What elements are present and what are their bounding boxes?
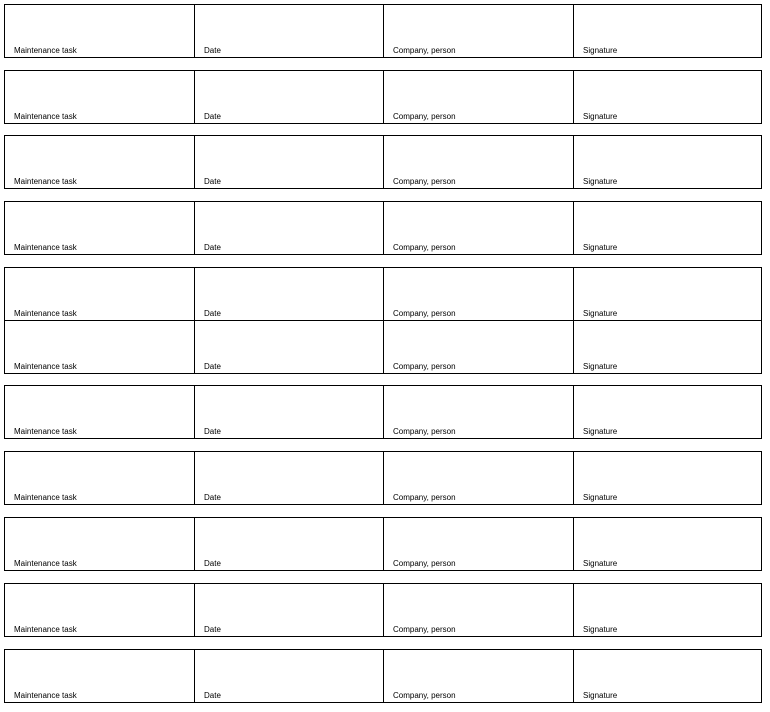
maintenance-task-field[interactable] <box>5 321 194 373</box>
date-label: Date <box>204 177 221 186</box>
signature-field[interactable] <box>573 136 761 188</box>
signature-label: Signature <box>583 625 618 634</box>
company-person-label: Company, person <box>393 362 456 371</box>
maintenance-task-label: Maintenance task <box>14 493 77 502</box>
signature-label: Signature <box>583 177 618 186</box>
maintenance-record-row <box>4 583 762 637</box>
maintenance-record-row <box>4 517 762 571</box>
company-person-field[interactable] <box>383 268 573 320</box>
signature-label: Signature <box>583 362 618 371</box>
date-label: Date <box>204 691 221 700</box>
maintenance-task-label: Maintenance task <box>14 46 77 55</box>
signature-field[interactable] <box>573 268 761 320</box>
maintenance-task-label: Maintenance task <box>14 243 77 252</box>
date-field[interactable] <box>194 268 383 320</box>
maintenance-task-label: Maintenance task <box>14 625 77 634</box>
maintenance-task-field[interactable] <box>5 518 194 570</box>
maintenance-task-field[interactable] <box>5 202 194 254</box>
maintenance-record-row <box>4 4 762 58</box>
date-label: Date <box>204 493 221 502</box>
maintenance-task-label: Maintenance task <box>14 309 77 318</box>
signature-field[interactable] <box>573 452 761 504</box>
company-person-field[interactable] <box>383 71 573 123</box>
company-person-field[interactable] <box>383 202 573 254</box>
company-person-field[interactable] <box>383 518 573 570</box>
maintenance-task-field[interactable] <box>5 136 194 188</box>
company-person-label: Company, person <box>393 46 456 55</box>
date-label: Date <box>204 559 221 568</box>
company-person-field[interactable] <box>383 321 573 373</box>
maintenance-task-label: Maintenance task <box>14 362 77 371</box>
maintenance-record-row <box>4 135 762 189</box>
signature-field[interactable] <box>573 386 761 438</box>
date-label: Date <box>204 427 221 436</box>
maintenance-task-label: Maintenance task <box>14 112 77 121</box>
date-field[interactable] <box>194 5 383 57</box>
company-person-field[interactable] <box>383 5 573 57</box>
company-person-field[interactable] <box>383 136 573 188</box>
date-field[interactable] <box>194 386 383 438</box>
date-label: Date <box>204 362 221 371</box>
signature-field[interactable] <box>573 202 761 254</box>
maintenance-record-row <box>4 201 762 255</box>
date-field[interactable] <box>194 71 383 123</box>
maintenance-task-field[interactable] <box>5 452 194 504</box>
company-person-label: Company, person <box>393 427 456 436</box>
signature-label: Signature <box>583 309 618 318</box>
maintenance-record-row <box>4 385 762 439</box>
date-label: Date <box>204 112 221 121</box>
signature-field[interactable] <box>573 584 761 636</box>
maintenance-task-field[interactable] <box>5 386 194 438</box>
maintenance-record-row <box>4 320 762 374</box>
signature-label: Signature <box>583 243 618 252</box>
date-field[interactable] <box>194 136 383 188</box>
date-field[interactable] <box>194 452 383 504</box>
maintenance-task-label: Maintenance task <box>14 559 77 568</box>
company-person-label: Company, person <box>393 112 456 121</box>
company-person-field[interactable] <box>383 650 573 702</box>
date-label: Date <box>204 46 221 55</box>
company-person-label: Company, person <box>393 559 456 568</box>
maintenance-record-row <box>4 70 762 124</box>
company-person-label: Company, person <box>393 177 456 186</box>
signature-label: Signature <box>583 427 618 436</box>
maintenance-task-field[interactable] <box>5 5 194 57</box>
company-person-label: Company, person <box>393 625 456 634</box>
signature-label: Signature <box>583 559 618 568</box>
signature-label: Signature <box>583 46 618 55</box>
company-person-label: Company, person <box>393 309 456 318</box>
signature-field[interactable] <box>573 650 761 702</box>
company-person-label: Company, person <box>393 243 456 252</box>
maintenance-record-row <box>4 267 762 321</box>
date-label: Date <box>204 309 221 318</box>
maintenance-record-row <box>4 649 762 703</box>
date-field[interactable] <box>194 202 383 254</box>
company-person-field[interactable] <box>383 452 573 504</box>
signature-label: Signature <box>583 493 618 502</box>
maintenance-task-field[interactable] <box>5 268 194 320</box>
maintenance-task-label: Maintenance task <box>14 177 77 186</box>
maintenance-task-label: Maintenance task <box>14 691 77 700</box>
date-label: Date <box>204 625 221 634</box>
date-field[interactable] <box>194 518 383 570</box>
date-field[interactable] <box>194 584 383 636</box>
maintenance-task-field[interactable] <box>5 584 194 636</box>
company-person-label: Company, person <box>393 493 456 502</box>
company-person-label: Company, person <box>393 691 456 700</box>
maintenance-record-row <box>4 451 762 505</box>
maintenance-task-field[interactable] <box>5 650 194 702</box>
signature-field[interactable] <box>573 5 761 57</box>
company-person-field[interactable] <box>383 386 573 438</box>
company-person-field[interactable] <box>383 584 573 636</box>
signature-field[interactable] <box>573 71 761 123</box>
signature-label: Signature <box>583 112 618 121</box>
date-field[interactable] <box>194 650 383 702</box>
maintenance-task-field[interactable] <box>5 71 194 123</box>
maintenance-task-label: Maintenance task <box>14 427 77 436</box>
signature-field[interactable] <box>573 321 761 373</box>
date-label: Date <box>204 243 221 252</box>
date-field[interactable] <box>194 321 383 373</box>
signature-label: Signature <box>583 691 618 700</box>
signature-field[interactable] <box>573 518 761 570</box>
